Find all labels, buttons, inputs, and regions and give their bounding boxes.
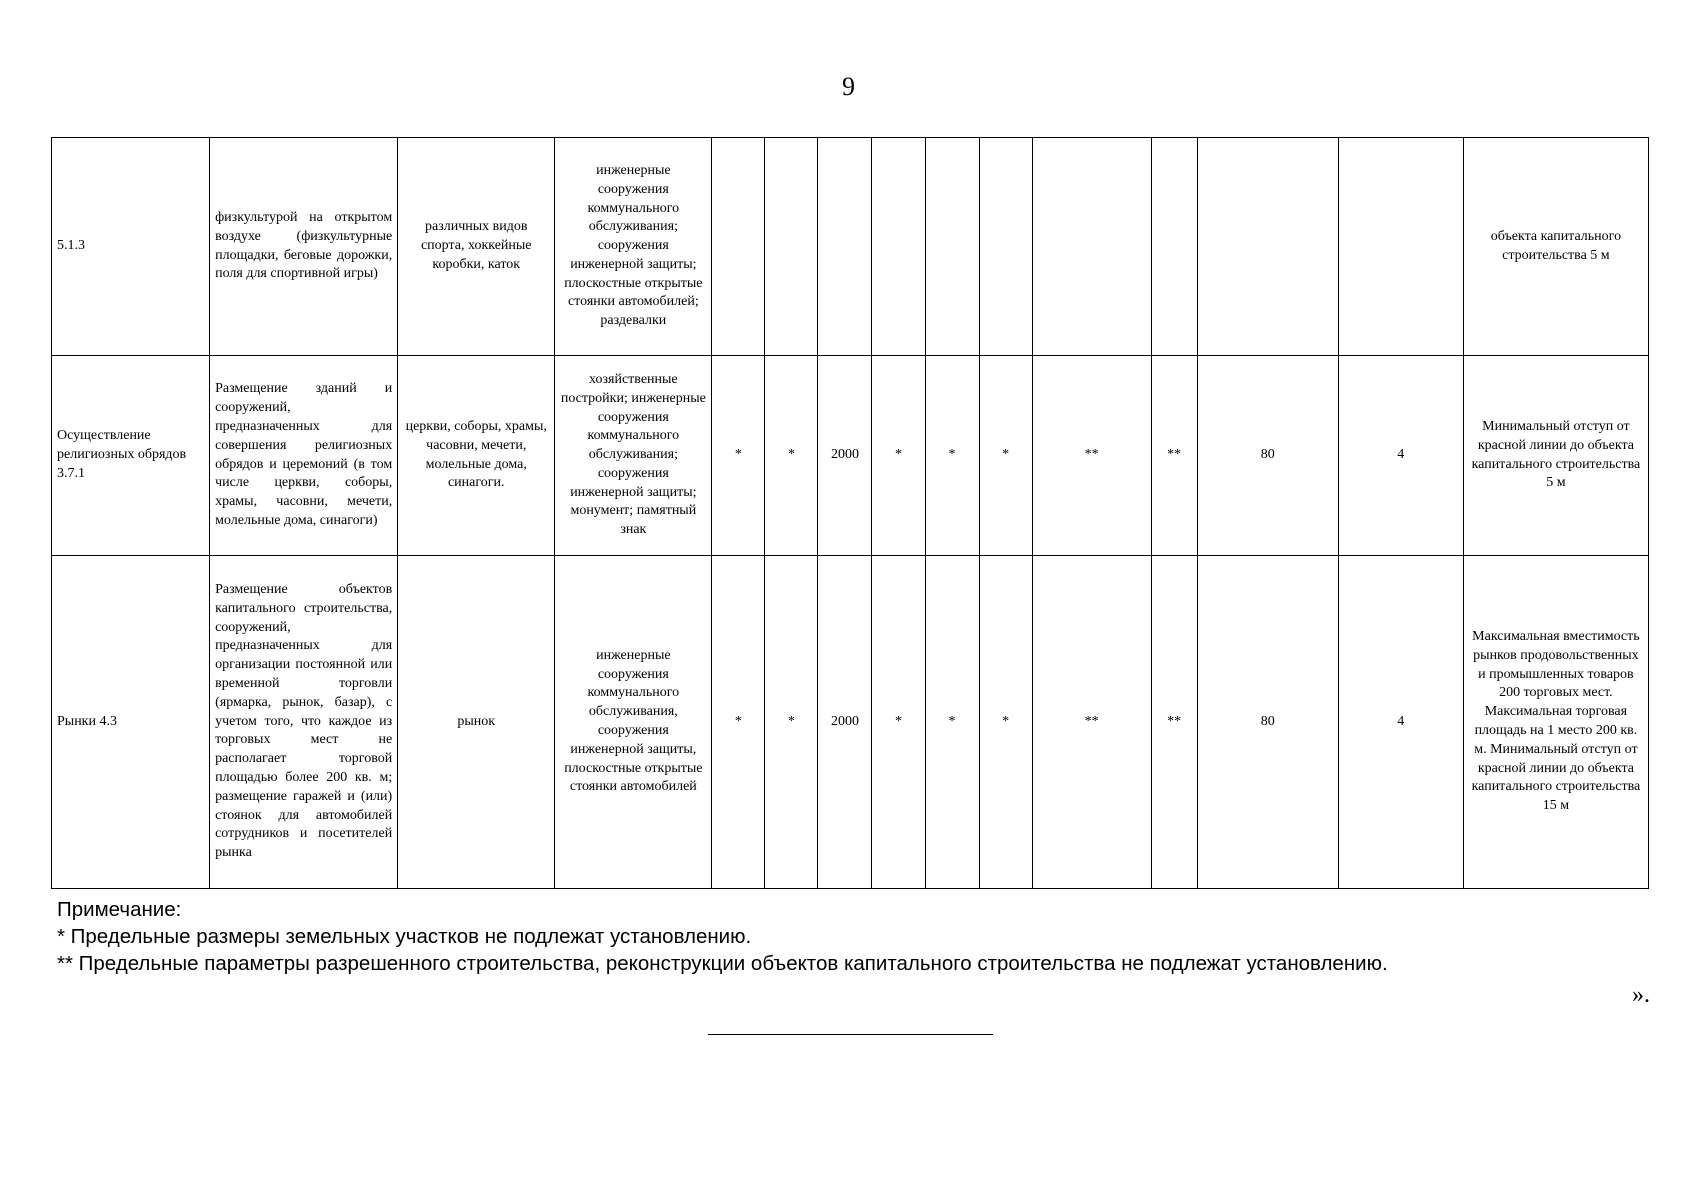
value-cell: 2000	[818, 556, 872, 889]
use-description-cell: физкультурой на открытом воздухе (физкультурные площадки, беговые дорожки, поля для спортивной игры)	[210, 138, 398, 356]
value-cell: *	[712, 556, 765, 889]
use-name-cell: Осуществление религиозных обрядов 3.7.1	[52, 356, 210, 556]
value-cell: *	[712, 356, 765, 556]
separator-line	[708, 1034, 993, 1035]
footnote-title: Примечание:	[57, 898, 182, 921]
closing-quote-mark: ».	[1632, 982, 1650, 1008]
notes-cell: объекта капитального строительства 5 м	[1463, 138, 1648, 356]
table-row	[52, 138, 1649, 356]
notes-cell: Максимальная вместимость рынков продовольственных и промышленных товаров 200 торговых мест. Максимальная торговая площадь на 1 место 200 кв. м. Минимальный отступ от красной линии до объекта капитального строительства 15 м	[1463, 556, 1648, 889]
use-name-cell: 5.1.3	[52, 138, 210, 356]
value-cell: *	[872, 356, 925, 556]
value-cell: **	[1032, 356, 1151, 556]
value-cell	[1151, 138, 1197, 356]
page-number: 9	[842, 72, 855, 101]
footnote-double-asterisk: ** Предельные параметры разрешенного строительства, реконструкции объектов капитального строительства не подлежат установлению.	[57, 952, 1388, 975]
value-cell: **	[1032, 556, 1151, 889]
value-cell: *	[979, 556, 1032, 889]
value-cell: *	[765, 556, 818, 889]
main-objects-cell: рынок	[398, 556, 555, 889]
value-cell: 4	[1338, 556, 1463, 889]
value-cell: *	[925, 356, 979, 556]
value-cell: 80	[1197, 356, 1338, 556]
value-cell: *	[925, 556, 979, 889]
use-description-cell: Размещение зданий и сооружений, предназначенных для совершения религиозных обрядов и церемоний (в том числе церкви, соборы, храмы, часовни, мечети, молельные дома, синагоги)	[210, 356, 398, 556]
value-cell	[1197, 138, 1338, 356]
value-cell	[1338, 138, 1463, 356]
value-cell	[872, 138, 925, 356]
value-cell	[712, 138, 765, 356]
auxiliary-objects-cell: инженерные сооружения коммунального обслуживания; сооружения инженерной защиты; плоскостные открытые стоянки автомобилей; раздевалки	[555, 138, 712, 356]
notes-cell: Минимальный отступ от красной линии до объекта капитального строительства 5 м	[1463, 356, 1648, 556]
table-row	[52, 556, 1649, 889]
auxiliary-objects-cell: хозяйственные постройки; инженерные сооружения коммунального обслуживания; сооружения инженерной защиты; монумент; памятный знак	[555, 356, 712, 556]
value-cell: *	[765, 356, 818, 556]
value-cell	[979, 138, 1032, 356]
value-cell: *	[872, 556, 925, 889]
auxiliary-objects-cell: инженерные сооружения коммунального обслуживания, сооружения инженерной защиты, плоскостные открытые стоянки автомобилей	[555, 556, 712, 889]
main-objects-cell: различных видов спорта, хоккейные коробки, каток	[398, 138, 555, 356]
value-cell: **	[1151, 556, 1197, 889]
value-cell	[818, 138, 872, 356]
value-cell: **	[1151, 356, 1197, 556]
main-objects-cell: церкви, соборы, храмы, часовни, мечети, молельные дома, синагоги.	[398, 356, 555, 556]
value-cell	[925, 138, 979, 356]
use-name-cell: Рынки 4.3	[52, 556, 210, 889]
land-use-table	[51, 137, 1649, 889]
value-cell: 80	[1197, 556, 1338, 889]
value-cell: *	[979, 356, 1032, 556]
table-row	[52, 356, 1649, 556]
footnote-single-asterisk: * Предельные размеры земельных участков не подлежат установлению.	[57, 925, 752, 948]
value-cell: 4	[1338, 356, 1463, 556]
value-cell	[765, 138, 818, 356]
value-cell: 2000	[818, 356, 872, 556]
value-cell	[1032, 138, 1151, 356]
use-description-cell: Размещение объектов капитального строительства, сооружений, предназначенных для организации постоянной или временной торговли (ярмарка, рынок, базар), с учетом того, что каждое из торговых мест не располагает торговой площадью более 200 кв. м; размещение гаражей и (или) стоянок для автомобилей сотрудников и посетителей рынка	[210, 556, 398, 889]
